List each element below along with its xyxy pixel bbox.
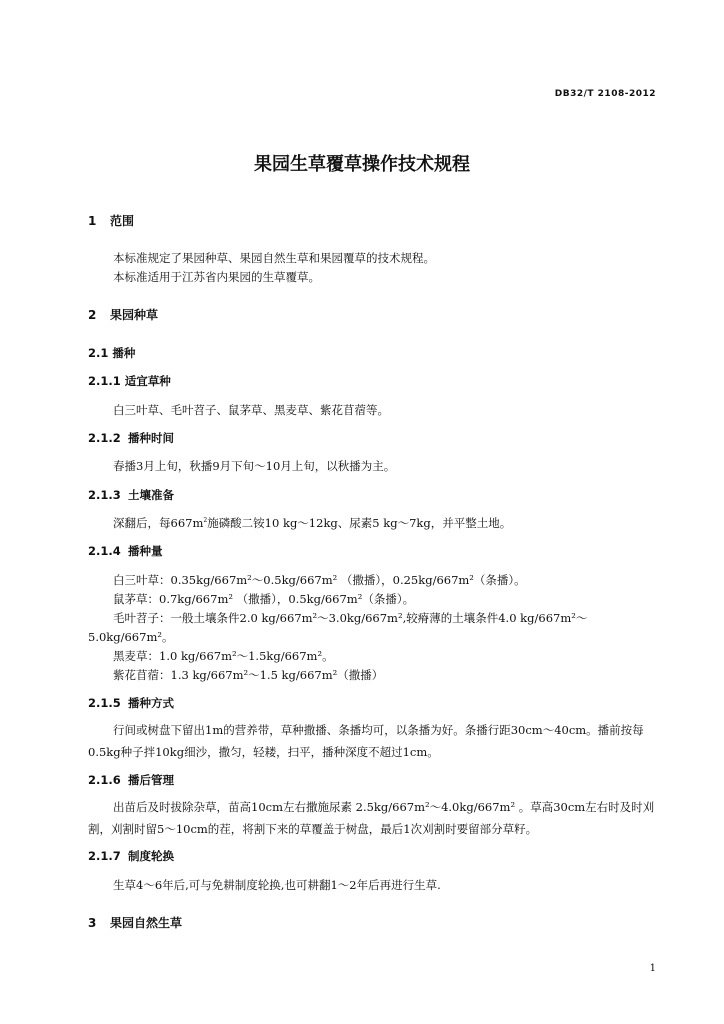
section-title: 播种 <box>112 346 136 360</box>
list-line: 毛叶苕子：一般土壤条件2.0 kg/667m²～3.0kg/667m²,较瘠薄的土壤条件4.0 kg/667m²～ <box>113 611 588 625</box>
paragraph: 春播3月上旬，秋播9月下旬～10月上旬，以秋播为主。 <box>113 459 396 473</box>
standard-code: DB32/T 2108-2012 <box>554 89 656 99</box>
section-2-heading <box>88 306 158 323</box>
section-number: 2.1.2 <box>88 431 121 445</box>
list-line: 黑麦草：1.0 kg/667m²～1.5kg/667m²。 <box>113 649 334 663</box>
section-title: 土壤准备 <box>128 488 174 502</box>
paragraph: 行间或树盘下留出1m的营养带，草种撒播、条播均可，以条播为好。条播行距30cm～40cm。播前按每0.5kg种子拌10kg细沙，撒匀，轻耧，扫平，播种深度不超过1cm。 <box>88 723 644 759</box>
text-run: 深翻后，每667m <box>113 516 204 530</box>
paragraph <box>113 515 511 531</box>
section-title: 果园种草 <box>110 308 159 322</box>
section-number: 2.1.1 <box>88 374 121 388</box>
section-2-1-1-heading <box>88 373 171 389</box>
section-number: 2.1.5 <box>88 696 121 710</box>
list-line: 白三叶草：0.35kg/667m²～0.5kg/667m² （撒播），0.25kg/667m²（条播）。 <box>113 573 526 587</box>
section-2-1-2-heading <box>88 430 174 446</box>
section-number: 2 <box>88 308 97 322</box>
section-title: 播种方式 <box>128 696 174 710</box>
section-title: 播种量 <box>128 544 163 558</box>
section-number: 3 <box>88 916 97 930</box>
superscript: 2 <box>203 517 208 525</box>
text-run: 施磷酸二铵10 kg～12kg、尿素5 kg～7kg，并平整土地。 <box>207 516 512 530</box>
section-1-heading <box>88 212 134 229</box>
section-title: 适宜草种 <box>124 374 171 388</box>
section-number: 2.1.7 <box>88 849 121 863</box>
list-line-continuation: 5.0kg/667m²。 <box>88 630 174 644</box>
page-number: 1 <box>649 963 656 974</box>
section-2-1-4-heading <box>88 543 163 559</box>
section-2-1-5-heading <box>88 695 174 711</box>
section-2-1-heading <box>88 345 135 361</box>
paragraph: 生草4～6年后,可与免耕制度轮换,也可耕翻1～2年后再进行生草. <box>113 878 441 892</box>
paragraph: 本标准规定了果园种草、果园自然生草和果园覆草的技术规程。 <box>113 251 435 265</box>
section-title: 果园自然生草 <box>110 916 183 930</box>
section-number: 1 <box>88 214 97 228</box>
section-2-1-3-heading <box>88 487 174 503</box>
list-line: 鼠茅草：0.7kg/667m² （撒播），0.5kg/667m²（条播）。 <box>113 592 415 606</box>
section-title: 播种时间 <box>128 431 174 445</box>
section-title: 制度轮换 <box>128 849 174 863</box>
section-2-1-6-heading <box>88 772 174 788</box>
paragraph: 白三叶草、毛叶苕子、鼠茅草、黑麦草、紫花苜蓿等。 <box>113 403 389 417</box>
paragraph: 出苗后及时拔除杂草，苗高10cm左右撒施尿素 2.5kg/667m²～4.0kg/667m² 。草高30cm左右时及时刈割，刈割时留5～10cm的茬，将割下来的草覆盖于树盘，最后1次刈割时要留部分草籽。 <box>88 800 655 836</box>
section-number: 2.1 <box>88 346 109 360</box>
section-title: 播后管理 <box>128 773 174 787</box>
section-2-1-7-heading <box>88 848 174 864</box>
section-number: 2.1.4 <box>88 544 121 558</box>
list-line: 紫花苜蓿：1.3 kg/667m²～1.5 kg/667m²（撒播） <box>113 668 384 682</box>
paragraph: 本标准适用于江苏省内果园的生草覆草。 <box>113 270 320 284</box>
document-title: 果园生草覆草操作技术规程 <box>254 154 470 175</box>
section-title: 范围 <box>110 214 135 228</box>
section-number: 2.1.6 <box>88 773 121 787</box>
section-3-heading <box>88 914 182 931</box>
section-number: 2.1.3 <box>88 488 121 502</box>
